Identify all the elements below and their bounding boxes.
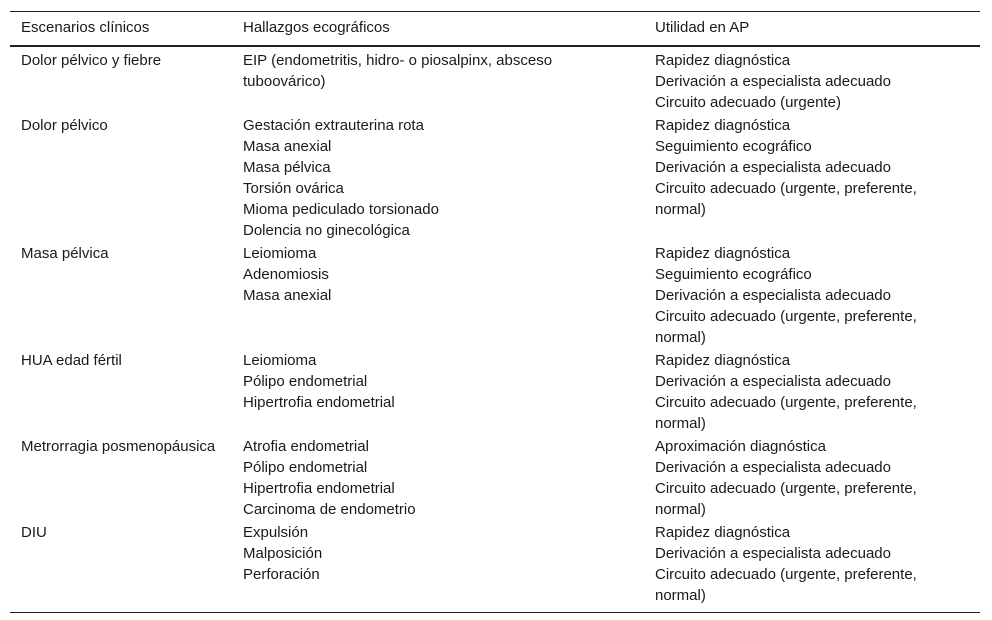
finding-item: Leiomioma [243,245,317,262]
utility-item: Circuito adecuado (urgente, preferente, normal) [655,566,917,604]
header-row [10,12,980,47]
finding-item: Gestación extrauterina rota [243,117,424,134]
utility-item: Rapidez diagnóstica [655,524,791,541]
finding-item: Leiomioma [243,352,317,369]
table-row [10,436,980,522]
finding-item: Mioma pediculado torsionado [243,201,439,218]
scenario-cell: Masa pélvica [21,245,109,262]
finding-item: Masa anexial [243,138,332,155]
table-row [10,350,980,436]
utility-item: Derivación a especialista adecuado [655,73,891,90]
scenario-cell: Metrorragia posmenopáusica [21,438,216,455]
scenario-cell: Dolor pélvico [21,117,108,134]
utility-item: Seguimiento ecográfico [655,266,812,283]
finding-item: Perforación [243,566,320,583]
findings-cell [232,350,644,436]
finding-item: Pólipo endometrial [243,373,368,390]
utility-item: Rapidez diagnóstica [655,52,791,69]
scenario-cell: HUA edad fértil [21,352,122,369]
utility-item: Derivación a especialista adecuado [655,459,891,476]
finding-item: Pólipo endometrial [243,459,368,476]
findings-cell [232,46,644,115]
utility-item: Aproximación diagnóstica [655,438,826,455]
table-row [10,115,980,243]
finding-item: Adenomiosis [243,266,329,283]
findings-cell [232,522,644,613]
header-clinical-scenarios: Escenarios clínicos [21,19,150,36]
utility-item: Rapidez diagnóstica [655,117,791,134]
utility-cell [644,350,980,436]
table-header [10,12,980,47]
finding-item: Dolencia no ginecológica [243,222,410,239]
finding-item: EIP (endometritis, hidro- o piosalpinx, absceso tuboovárico) [243,52,553,90]
utility-item: Rapidez diagnóstica [655,245,791,262]
utility-item: Derivación a especialista adecuado [655,159,891,176]
table-body [10,46,980,613]
finding-item: Masa anexial [243,287,332,304]
utility-item: Seguimiento ecográfico [655,138,812,155]
table-row [10,46,980,115]
scenario-cell: DIU [21,524,47,541]
table-row [10,243,980,350]
utility-cell [644,522,980,613]
utility-item: Circuito adecuado (urgente, preferente, normal) [655,394,917,432]
utility-item: Circuito adecuado (urgente, preferente, normal) [655,180,917,218]
utility-item: Circuito adecuado (urgente, preferente, normal) [655,308,917,346]
utility-cell [644,436,980,522]
findings-cell [232,115,644,243]
utility-item: Circuito adecuado (urgente) [655,94,841,111]
utility-item: Derivación a especialista adecuado [655,545,891,562]
findings-cell [232,243,644,350]
utility-cell [644,243,980,350]
finding-item: Torsión ovárica [243,180,344,197]
header-ultrasound-findings: Hallazgos ecográficos [243,19,390,36]
table-row [10,522,980,613]
finding-item: Hipertrofia endometrial [243,394,395,411]
scenario-cell: Dolor pélvico y fiebre [21,52,162,69]
utility-item: Derivación a especialista adecuado [655,373,891,390]
finding-item: Masa pélvica [243,159,331,176]
utility-item: Rapidez diagnóstica [655,352,791,369]
utility-item: Derivación a especialista adecuado [655,287,891,304]
clinical-ultrasound-table-container [10,11,980,613]
utility-cell [644,46,980,115]
finding-item: Expulsión [243,524,309,541]
finding-item: Malposición [243,545,323,562]
header-primary-care-utility: Utilidad en AP [655,19,750,36]
utility-cell [644,115,980,243]
finding-item: Hipertrofia endometrial [243,480,395,497]
finding-item: Carcinoma de endometrio [243,501,416,518]
utility-item: Circuito adecuado (urgente, preferente, normal) [655,480,917,518]
clinical-ultrasound-table [10,11,980,613]
findings-cell [232,436,644,522]
finding-item: Atrofia endometrial [243,438,369,455]
